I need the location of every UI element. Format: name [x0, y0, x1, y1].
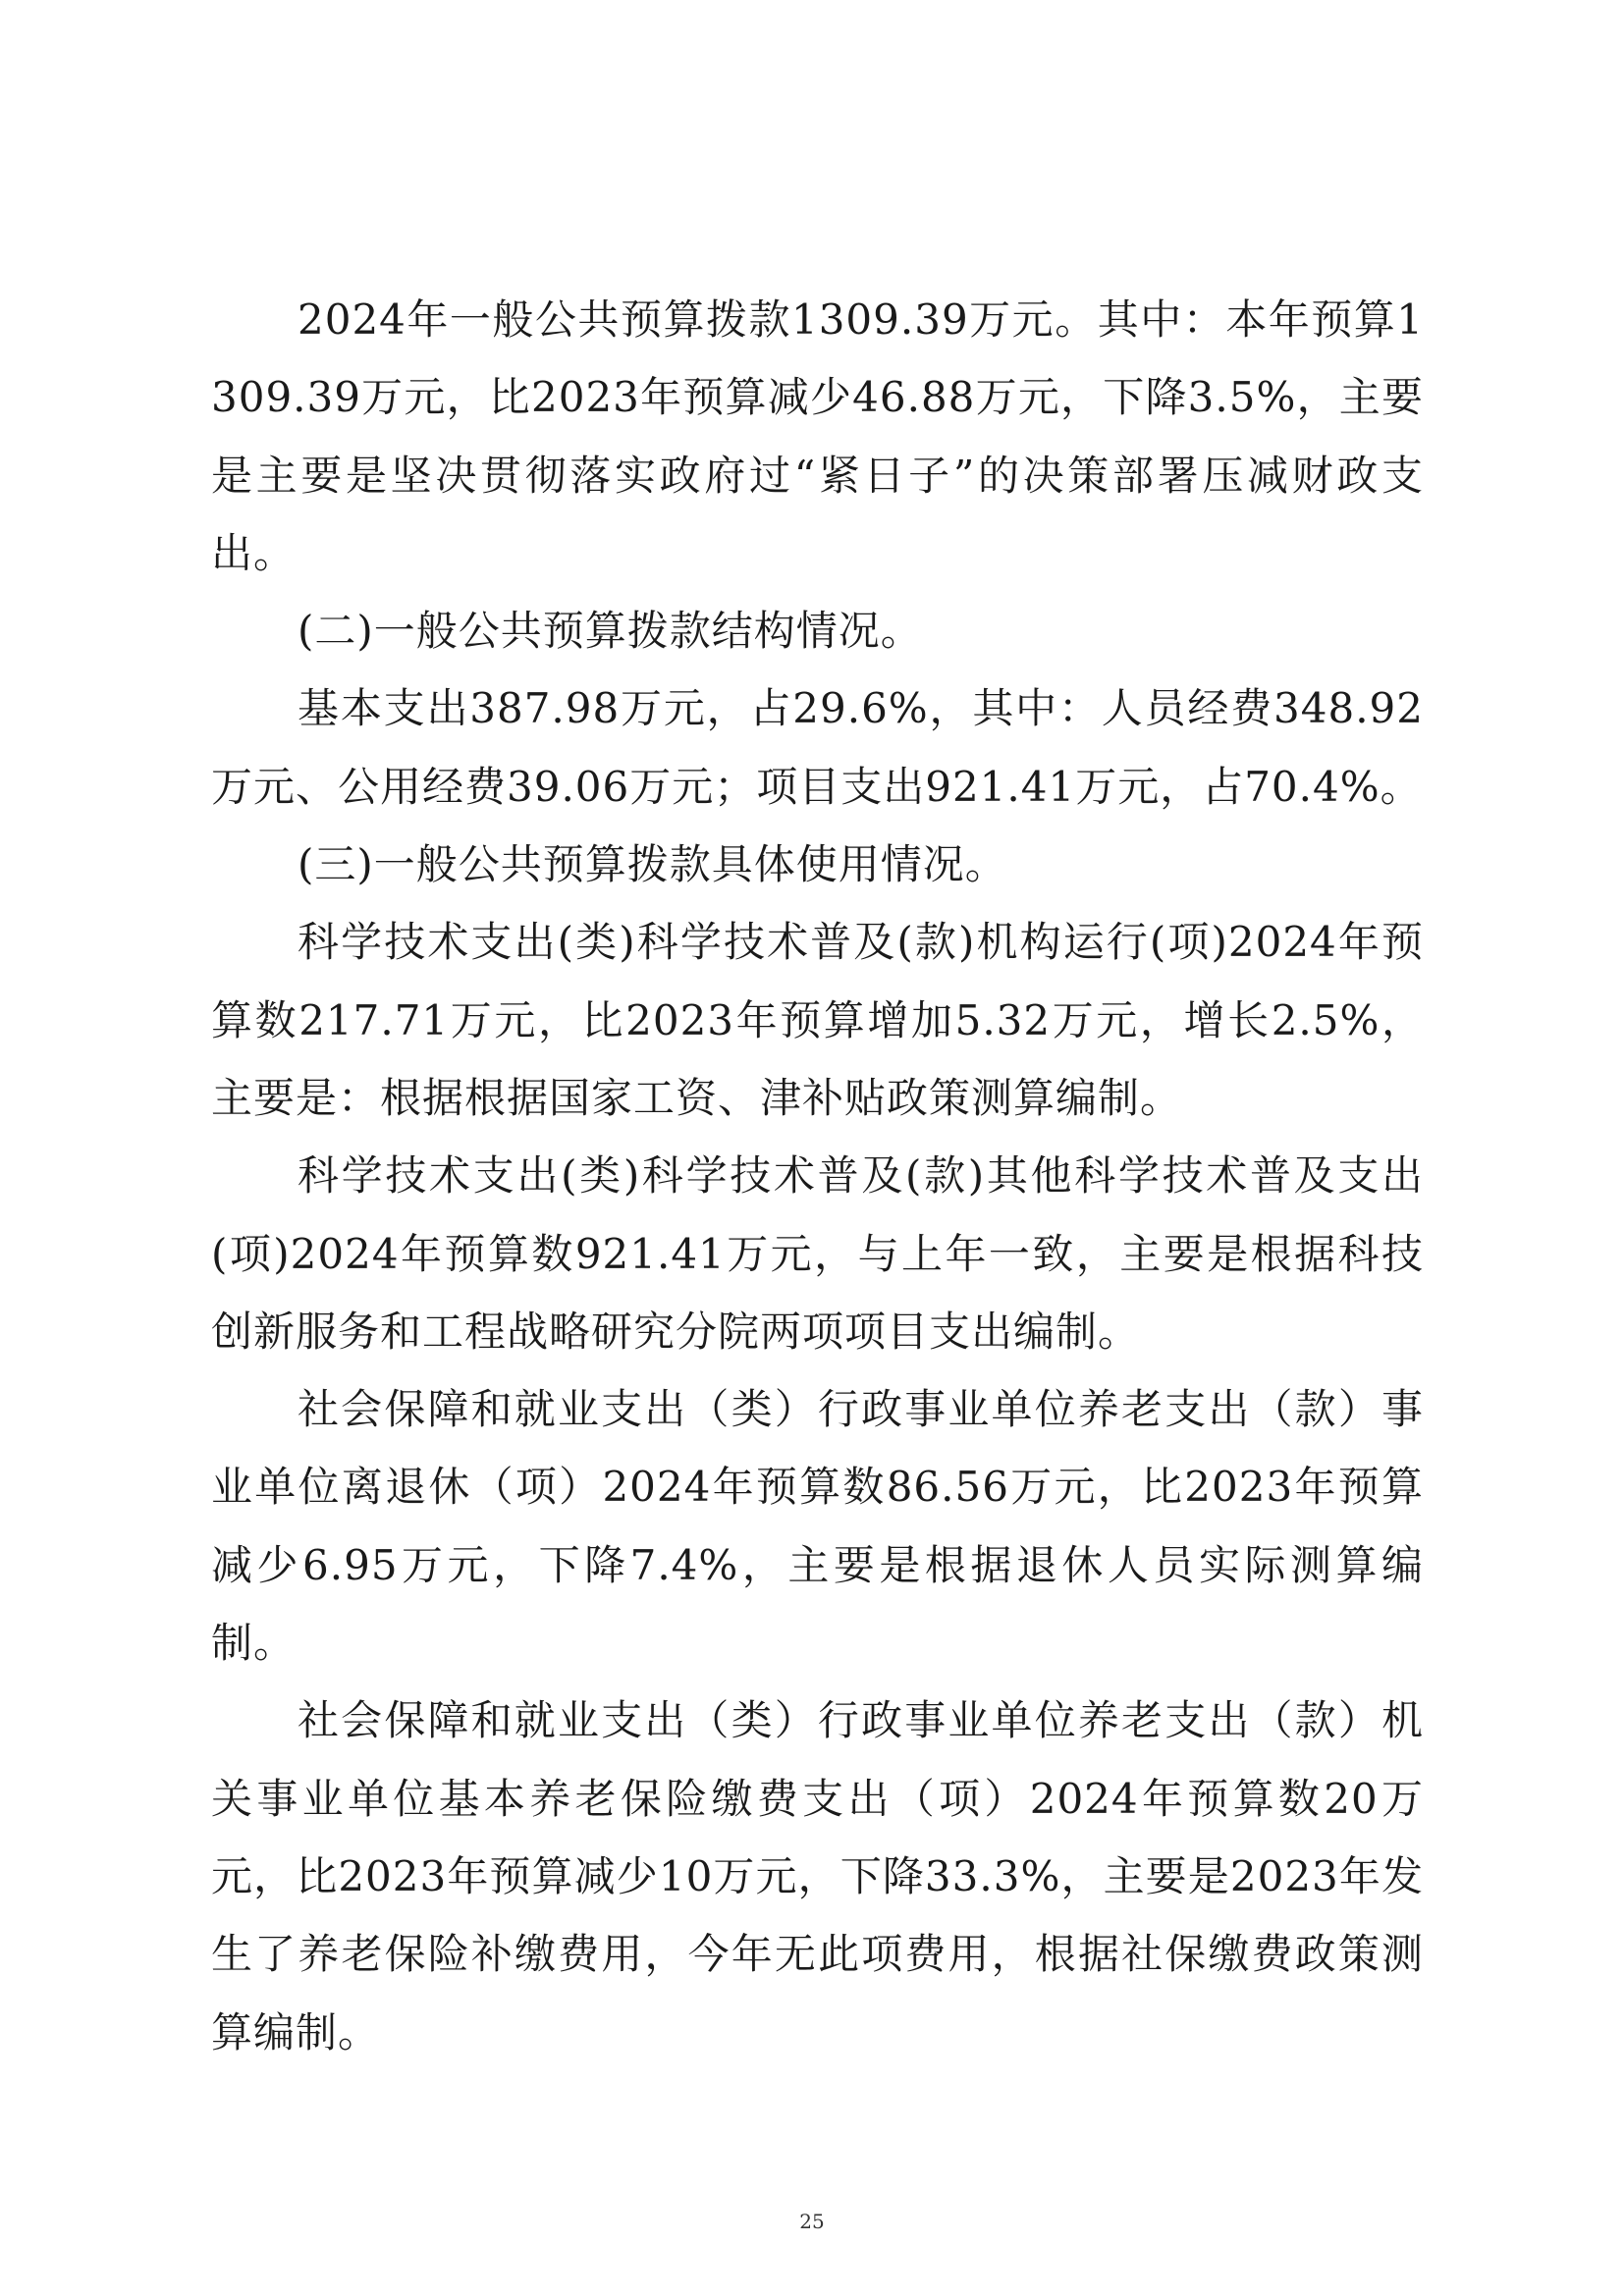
heading-budget-usage: (三)一般公共预算拨款具体使用情况。: [298, 840, 1007, 889]
paragraph-retirement: 社会保障和就业支出（类）行政事业单位养老支出（款）事业单位离退休（项）2024年预算数86.56万元，比2023年预算减少6.95万元，下降7.4%，主要是根据退休人员实际测算编制。: [211, 1385, 1424, 1668]
paragraph-budget-total: 2024年一般公共预算拨款1309.39万元。其中：本年预算1309.39万元，比2023年预算减少46.88万元，下降3.5%，主要是主要是坚决贯彻落实政府过“紧日子”的决策部署压减财政支出。: [211, 295, 1424, 577]
heading-budget-structure: (二)一般公共预算拨款结构情况。: [298, 607, 923, 656]
paragraph-pension-insurance: 社会保障和就业支出（类）行政事业单位养老支出（款）机关事业单位基本养老保险缴费支出（项）2024年预算数20万元，比2023年预算减少10万元，下降33.3%，主要是2023年发生了养老保险补缴费用，今年无此项费用，根据社保缴费政策测算编制。: [211, 1696, 1424, 2056]
paragraph-science-other: 科学技术支出(类)科学技术普及(款)其他科学技术普及支出(项)2024年预算数921.41万元，与上年一致，主要是根据科技创新服务和工程战略研究分院两项项目支出编制。: [211, 1151, 1424, 1356]
document-body: [211, 281, 1424, 2071]
paragraph-science-operations: 科学技术支出(类)科学技术普及(款)机构运行(项)2024年预算数217.71万元，比2023年预算增加5.32万元，增长2.5%，主要是：根据根据国家工资、津补贴政策测算编制。: [211, 918, 1424, 1122]
page-number: 25: [799, 2210, 825, 2233]
paragraph-budget-structure: 基本支出387.98万元，占29.6%，其中：人员经费348.92万元、公用经费39.06万元；项目支出921.41万元，占70.4%。: [211, 684, 1424, 811]
